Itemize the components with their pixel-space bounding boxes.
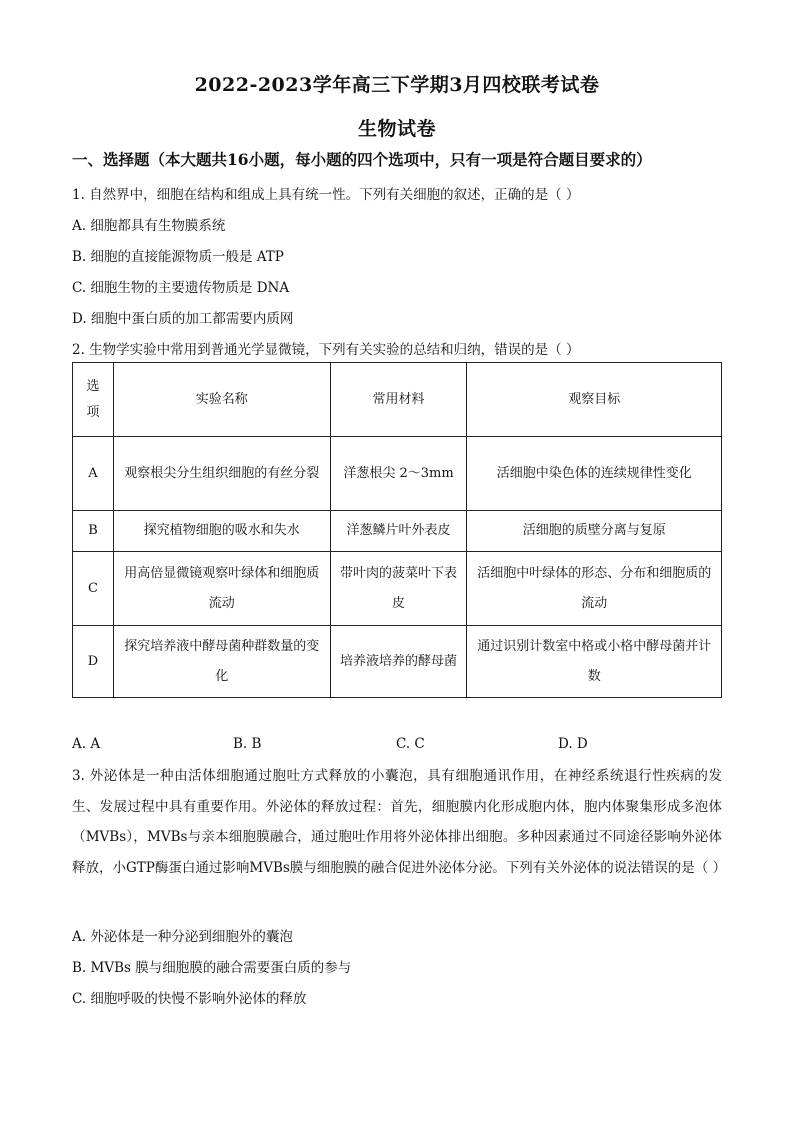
q1-option-b: B. 细胞的直接能源物质一般是 ATP [72, 249, 284, 265]
q2-option-b: B. B [233, 736, 262, 752]
table-cell-option: B [73, 511, 114, 552]
table-cell-material: 带叶肉的菠菜叶下表皮 [330, 552, 467, 626]
table-cell-name: 探究植物细胞的吸水和失水 [113, 511, 330, 552]
q2-option-a: A. A [72, 736, 101, 752]
table-row [73, 626, 722, 698]
table-cell-name: 用高倍显微镜观察叶绿体和细胞质流动 [113, 552, 330, 626]
table-cell-target: 活细胞中染色体的连续规律性变化 [467, 437, 722, 511]
q2-option-c: C. C [396, 736, 425, 752]
table-cell-material: 洋葱根尖 2～3mm [330, 437, 467, 511]
table-cell-option: A [73, 437, 114, 511]
exam-subject: 生物试卷 [357, 118, 436, 140]
table-row [73, 437, 722, 511]
table-header-name: 实验名称 [113, 363, 330, 437]
q1-option-c: C. 细胞生物的主要遗传物质是 DNA [72, 280, 290, 296]
q2-option-d: D. D [558, 736, 588, 752]
table-row [73, 552, 722, 626]
q1-option-a: A. 细胞都具有生物膜系统 [72, 218, 226, 234]
table-cell-material: 培养液培养的酵母菌 [330, 626, 467, 698]
q3-option-b: B. MVBs 膜与细胞膜的融合需要蛋白质的参与 [72, 960, 352, 976]
section-heading: 一、选择题（本大题共16小题，每小题的四个选项中，只有一项是符合题目要求的） [72, 150, 652, 169]
q3-stem: 3. 外泌体是一种由活体细胞通过胞吐方式释放的小囊泡，具有细胞通讯作用，在神经系统退行性疾病的发生、发展过程中具有重要作用。外泌体的释放过程：首先，细胞膜内化形成胞内体，胞内体聚集形成多泡体（MVBs），MVBs与亲本细胞膜融合，通过胞吐作用将外泌体排出细胞。多种因素通过不同途径影响外泌体释放，小GTP酶蛋白通过影响MVBs膜与细胞膜的融合促进外泌体分泌。下列有关外泌体的说法错误的是（ ） [72, 768, 727, 876]
table-cell-name: 观察根尖分生组织细胞的有丝分裂 [113, 437, 330, 511]
q3-option-c: C. 细胞呼吸的快慢不影响外泌体的释放 [72, 991, 307, 1007]
experiment-table [72, 362, 722, 698]
q1-option-d: D. 细胞中蛋白质的加工都需要内质网 [72, 311, 294, 327]
q3-option-a: A. 外泌体是一种分泌到细胞外的囊泡 [72, 929, 293, 945]
table-cell-target: 通过识别计数室中格或小格中酵母菌并计数 [467, 626, 722, 698]
table-row [73, 511, 722, 552]
table-cell-target: 活细胞的质壁分离与复原 [467, 511, 722, 552]
table-header-row [73, 363, 722, 437]
table-cell-target: 活细胞中叶绿体的形态、分布和细胞质的流动 [467, 552, 722, 626]
table-header-target: 观察目标 [467, 363, 722, 437]
table-header-material: 常用材料 [330, 363, 467, 437]
table-cell-option: C [73, 552, 114, 626]
q2-options [72, 736, 722, 756]
table-cell-option: D [73, 626, 114, 698]
table-cell-name: 探究培养液中酵母菌种群数量的变化 [113, 626, 330, 698]
q1-stem: 1. 自然界中，细胞在结构和组成上具有统一性。下列有关细胞的叙述，正确的是（ ） [72, 187, 580, 203]
exam-title: 2022-2023学年高三下学期3月四校联考试卷 [194, 74, 600, 96]
table-cell-material: 洋葱鳞片叶外表皮 [330, 511, 467, 552]
header-option-text: 选项 [86, 378, 100, 420]
q2-stem: 2. 生物学实验中常用到普通光学显微镜，下列有关实验的总结和归纳，错误的是（ ） [72, 342, 580, 358]
table-header-option [73, 363, 114, 437]
